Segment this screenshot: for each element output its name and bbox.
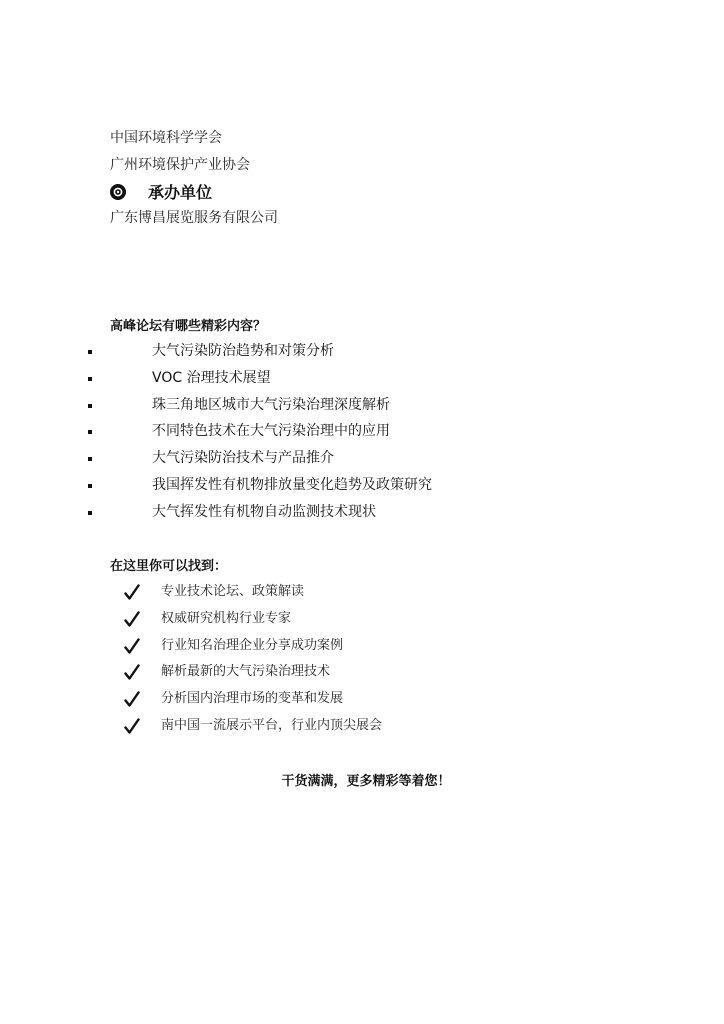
highlight-item <box>0 472 724 499</box>
finding-item <box>0 633 724 660</box>
check-icon <box>124 690 140 708</box>
closing-line: 干货满满，更多精彩等着您！ <box>281 774 451 789</box>
highlight-item <box>0 445 724 472</box>
highlights-heading: 高峰论坛有哪些精彩内容？ <box>110 319 267 334</box>
square-bullet-icon <box>88 457 92 461</box>
square-bullet-icon <box>88 404 92 408</box>
highlight-text: 珠三角地区城市大气污染治理深度解析 <box>152 396 390 413</box>
findings-list <box>0 579 724 740</box>
findings-heading: 在这里你可以找到： <box>110 559 228 574</box>
check-icon <box>124 610 140 628</box>
check-icon <box>124 663 140 681</box>
check-icon <box>124 637 140 655</box>
square-bullet-icon <box>88 377 92 381</box>
highlight-text: VOC 治理技术展望 <box>152 369 271 386</box>
highlight-text: 大气挥发性有机物自动监测技术现状 <box>152 503 376 520</box>
square-bullet-icon <box>88 350 92 354</box>
check-icon <box>124 717 140 735</box>
square-bullet-icon <box>88 511 92 515</box>
finding-item <box>0 606 724 633</box>
finding-item <box>0 686 724 713</box>
highlight-text: 不同特色技术在大气污染治理中的应用 <box>152 423 390 440</box>
finding-text: 分析国内治理市场的变革和发展 <box>161 691 344 707</box>
finding-text: 专业技术论坛、政策解读 <box>161 584 305 599</box>
circle-bullet-icon <box>110 184 126 200</box>
square-bullet-icon <box>88 430 92 434</box>
finding-text: 行业知名治理企业分享成功案例 <box>161 637 344 653</box>
check-icon <box>124 583 140 601</box>
finding-item <box>0 659 724 686</box>
finding-item <box>0 579 724 606</box>
finding-text: 权威研究机构行业专家 <box>161 610 292 626</box>
highlight-item <box>0 338 724 365</box>
organizer-name: 广州环境保护产业协会 <box>110 157 250 173</box>
finding-text: 南中国一流展示平台，行业内顶尖展会 <box>161 717 383 733</box>
finding-text: 解析最新的大气污染治理技术 <box>161 664 331 680</box>
highlight-text: 我国挥发性有机物排放量变化趋势及政策研究 <box>152 476 432 493</box>
highlight-text: 大气污染防治趋势和对策分析 <box>152 343 334 359</box>
finding-item <box>0 713 724 740</box>
host-organization-name: 广东博昌展览服务有限公司 <box>110 210 278 226</box>
highlight-item <box>0 365 724 392</box>
host-section-header <box>110 180 212 203</box>
host-section-title: 承办单位 <box>148 183 213 202</box>
highlights-list <box>0 338 724 526</box>
highlight-item <box>0 392 724 419</box>
highlight-text: 大气污染防治技术与产品推介 <box>152 450 334 467</box>
organizer-name: 中国环境科学学会 <box>110 130 222 146</box>
highlight-item <box>0 499 724 526</box>
square-bullet-icon <box>88 484 92 488</box>
highlight-item <box>0 418 724 445</box>
